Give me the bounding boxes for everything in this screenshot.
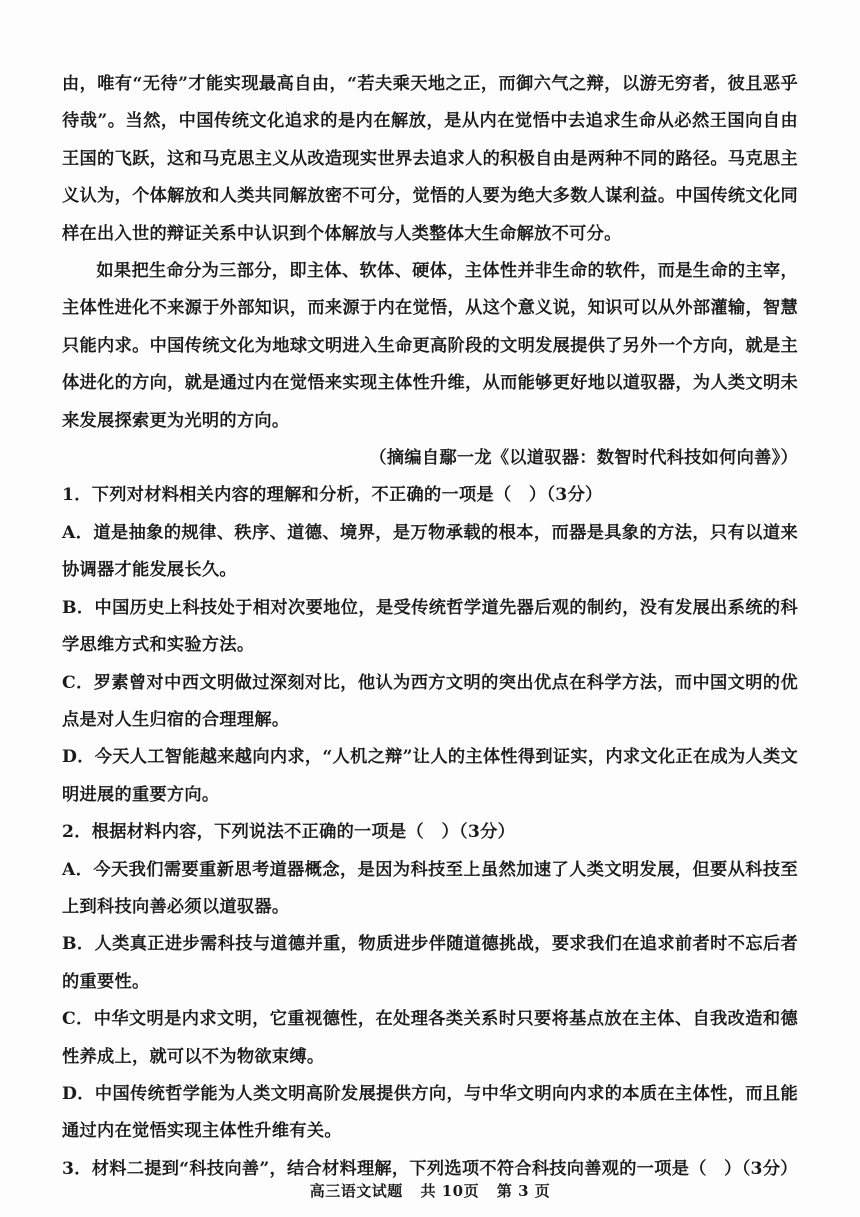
question-stem: 3．材料二提到“科技向善”，结合材料理解，下列选项不符合科技向善观的一项是（ ）（3分） [62,1158,798,1179]
passage-paragraph-2: 如果把生命分为三部分，即主体、软体、硬体，主体性并非生命的软件，而是生命的主宰，主体性进化不来源于外部知识，而来源于内在觉悟，从这个意义说，知识可以从外部灌输，智慧只能内求。中国传统文化为地球文明进入生命更高阶段的文明发展提供了另外一个方向，就是主体进化的方向，就是通过内在觉悟来实现主体性升维，从而能够更好地以道驭器，为人类文明未来发展探索更为光明的方向。 [62,261,798,431]
question-stem: 2．根据材料内容，下列说法不正确的一项是（ ）（3分） [62,822,516,843]
page-body [62,66,798,1188]
question-option-c: C．罗素曾对中西文明做过深刻对比，他认为西方文明的突出优点在科学方法，而中国文明的优点是对人生归宿的合理理解。 [62,672,798,730]
question-option-a: A．道是抽象的规律、秩序、道德、境界，是万物承载的根本，而器是具象的方法，只有以道来协调器才能发展长久。 [62,522,798,581]
passage-paragraph-continued: 由，唯有“无待”才能实现最高自由，“若夫乘天地之正，而御六气之辩，以游无穷者，彼且恶乎待哉”。当然，中国传统文化追求的是内在解放，是从内在觉悟中去追求生命从必然王国向自由王国的飞跃，这和马克思主义从改造现实世界去追求人的积极自由是两种不同的路径。马克思主义认为，个体解放和人类共同解放密不可分，觉悟的人要为绝大多数人谋利益。中国传统文化同样在出入世的辩证关系中认识到个体解放与人类整体大生命解放不可分。 [62,74,798,244]
question-option-b: B．中国历史上科技处于相对次要地位，是受传统哲学道先器后观的制约，没有发展出系统的科学思维方式和实验方法。 [62,597,798,656]
exam-title: 高三语文试题 [309,1182,403,1200]
question-option-d: D．中国传统哲学能为人类文明高阶发展提供方向，与中华文明向内求的本质在主体性，而且能通过内在觉悟实现主体性升维有关。 [62,1083,798,1142]
question-stem: 1．下列对材料相关内容的理解和分析，不正确的一项是（ ）（3分） [62,485,603,506]
question-2 [62,814,798,1151]
question-1 [62,477,798,814]
question-option-a: A．今天我们需要重新思考道器概念，是因为科技至上虽然加速了人类文明发展，但要从科技至上到科技向善必须以道驭器。 [62,859,798,917]
question-option-d: D．今天人工智能越来越向内求，“人机之辩”让人的主体性得到证实，内求文化正在成为人类文明进展的重要方向。 [62,747,798,805]
passage-source: （摘编自鄢一龙《以道驭器：数智时代科技如何向善》） [369,448,798,469]
page-footer [0,1180,860,1201]
question-option-b: B．人类真正进步需科技与道德并重，物质进步伴随道德挑战，要求我们在追求前者时不忘后者的重要性。 [62,934,798,992]
total-pages: 共 10页 [420,1182,480,1200]
page-number: 第 3 页 [496,1182,551,1200]
question-option-c: C．中华文明是内求文明，它重视德性，在处理各类关系时只要将基点放在主体、自我改造和德性养成上，就可以不为物欲束缚。 [62,1009,798,1067]
